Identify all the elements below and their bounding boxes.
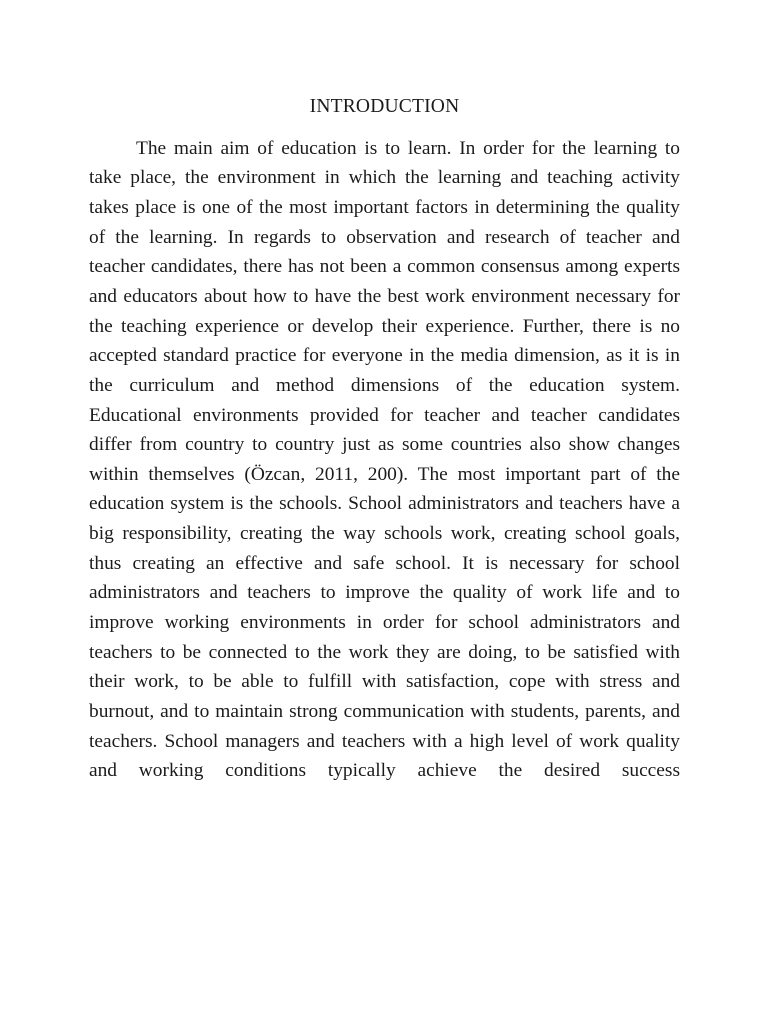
body-paragraph: The main aim of education is to learn. In order for the learning to take place, the environment in which the learning and teaching activity takes place is one of the most important factors in determining the quality of the learning. In regards to observation and research of teacher and teacher candidates, there has not been a common consensus among experts and educators about how to have the best work environment necessary for the teaching experience or develop their experience. Further, there is no accepted standard practice for everyone in the media dimension, as it is in the curriculum and method dimensions of the education system. Educational environments provided for teacher and teacher candidates differ from country to country just as some countries also show changes within themselves (Özcan, 2011, 200). The most important part of the education system is the schools. School administrators and teachers have a big responsibility, creating the way schools work, creating school goals, thus creating an effective and safe school. It is necessary for school administrators and teachers to improve the quality of work life and to improve working environments in order for school administrators and teachers to be connected to the work they are doing, to be satisfied with their work, to be able to fulfill with satisfaction, cope with stress and burnout, and to maintain strong communication with students, parents, and teachers. School managers and teachers with a high level of work quality and working conditions typically achieve the desired success [89,137,680,782]
page-text-block [89,0,680,816]
page-title: INTRODUCTION [309,96,460,117]
